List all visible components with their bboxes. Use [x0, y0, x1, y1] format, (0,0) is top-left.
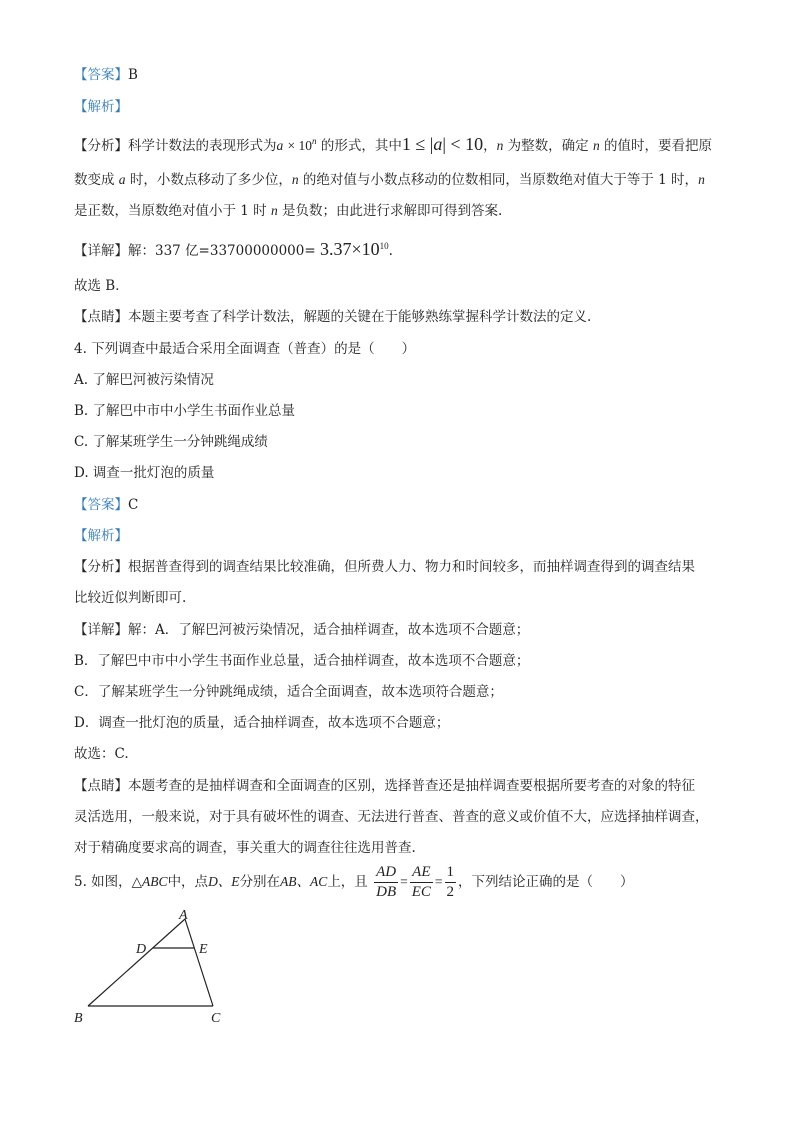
triangle-name: △ABC: [131, 874, 168, 889]
q4-option-c: C. 了解某班学生一分钟跳绳成绩: [74, 434, 268, 450]
label-e: E: [199, 942, 208, 957]
q4-answer: C: [128, 497, 139, 513]
q3-answer-line: [74, 66, 138, 84]
analysis-tag: 【解析】: [74, 528, 128, 544]
q3-comment-line: 【点睛】本题主要考查了科学计数法，解题的关键在于能够熟练掌握科学计数法的定义.: [74, 309, 592, 325]
q4-conclusion: 故选：C.: [74, 746, 129, 762]
label-b: B: [74, 1011, 83, 1026]
side-ab: [88, 919, 185, 1006]
fenxi-tag: 【分析】: [74, 138, 128, 154]
comment-tag: 【点睛】: [74, 309, 128, 325]
q3-detail-line: 【详解】解：337 亿$=33700000000= 3.37\times 10^{10}$.: [74, 239, 393, 259]
label-c: C: [211, 1011, 221, 1026]
q3-fenxi-line-2: 数变成 a 时，小数点移动了多少位，n 的绝对值与小数点移动的位数相同，当原数绝对值大于等于 1 时，n: [74, 172, 705, 188]
q4-detail-line-3: C．了解某班学生一分钟跳绳成绩，适合全面调查，故本选项符合题意；: [74, 684, 503, 700]
fraction-ae-ec: $\frac{AE}{EC}$: [411, 864, 431, 900]
answer-tag: 【答案】: [74, 67, 128, 83]
q4-analysis-heading: [74, 527, 128, 545]
q4-option-b: B. 了解巴中市中小学生书面作业总量: [74, 403, 296, 419]
q3-analysis-heading: [74, 98, 128, 116]
triangle-figure: [66, 905, 241, 1030]
q4-option-d: D. 调查一批灯泡的质量: [74, 465, 215, 481]
q4-fenxi-line-1: 【分析】根据普查得到的调查结果比较准确，但所费人力、物力和时间较多，而抽样调查得到的调查结果: [74, 559, 695, 575]
comment-tag: 【点睛】: [74, 778, 128, 794]
q5-stem: 5. 如图，△ABC中，点D、E分别在AB、AC上，且 $\frac{AD}{DB}$ = $\frac{AE}{EC}$ = $\frac{1}{2}$ ，下列结论正确的是（ ）: [74, 864, 634, 900]
q4-stem: 4. 下列调查中最适合采用全面调查（普查）的是（ ）: [74, 341, 416, 357]
label-d: D: [136, 942, 147, 957]
q4-comment-line-2: 灵活选用，一般来说，对于具有破坏性的调查、无法进行普查、普查的意义或价值不大，应选择抽样调查，: [74, 809, 709, 825]
q4-answer-line: [74, 496, 138, 514]
analysis-tag: 【解析】: [74, 99, 128, 115]
detail-tag: 【详解】: [74, 243, 128, 259]
q4-detail-line-1: 【详解】解：A．了解巴河被污染情况，适合抽样调查，故本选项不合题意；: [74, 622, 530, 638]
q4-option-a: A. 了解巴河被污染情况: [74, 372, 214, 388]
fraction-one-half: $\frac{1}{2}$: [446, 864, 455, 900]
q3-conclusion: 故选 B．: [74, 278, 129, 294]
q3-fenxi-line-1: 【分析】科学计数法的表现形式为$a \times 10^n$ 的形式，其中1 ≤ |a| < 10，n 为整数，确定 n 的值时，要看把原: [74, 134, 712, 154]
q4-fenxi-line-2: 比较近似判断即可.: [74, 590, 187, 606]
q3-fenxi-line-3: 是正数，当原数绝对值小于 1 时 n 是负数；由此进行求解即可得到答案.: [74, 203, 503, 219]
side-ac: [185, 919, 213, 1006]
q4-detail-line-2: B．了解巴中市中小学生书面作业总量，适合抽样调查，故本选项不合题意；: [74, 653, 530, 669]
q4-comment-line-3: 对于精确度要求高的调查，事关重大的调查往往选用普查.: [74, 840, 416, 856]
detail-tag: 【详解】: [74, 622, 128, 638]
q3-answer: B: [128, 67, 138, 83]
q4-comment-line-1: 【点睛】本题考查的是抽样调查和全面调查的区别，选择普查还是抽样调查要根据所要考查的对象的特征: [74, 778, 695, 794]
label-a: A: [179, 908, 188, 923]
answer-tag: 【答案】: [74, 497, 128, 513]
fenxi-tag: 【分析】: [74, 559, 128, 575]
fraction-ad-db: $\frac{AD}{DB}$: [376, 864, 397, 900]
q4-detail-line-4: D．调查一批灯泡的质量，适合抽样调查，故本选项不合题意；: [74, 715, 450, 731]
